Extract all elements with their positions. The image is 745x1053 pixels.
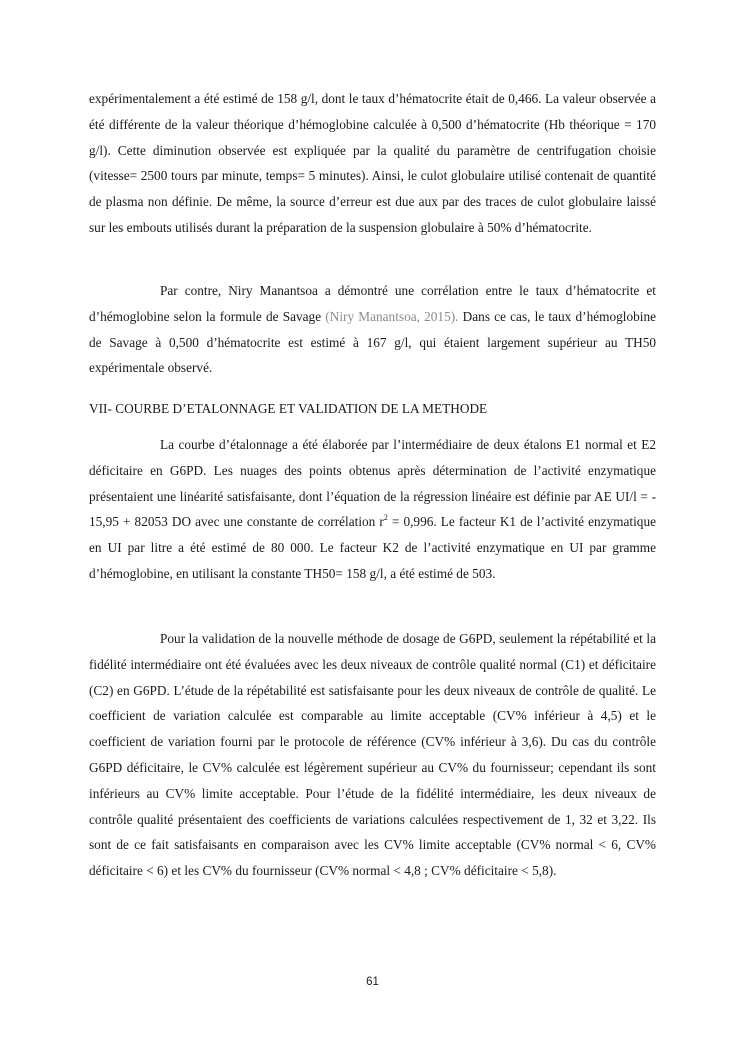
paragraph-centrifugation-discussion: expérimentalement a été estimé de 158 g/l, dont le taux d’hématocrite était de 0,466. La valeur observée a été différente de la valeur théorique d’hémoglobine calculée à 0,500 d’hématocrite (Hb théorique = 170 g/l). Cette diminution observée est expliquée par la qualité du paramètre de centrifugation choisie (vitesse= 2500 tours par minute, temps= 5 minutes). Ainsi, le culot globulaire utilisé contenait de quantité de plasma non définie. De même, la source d’erreur est due aux par des traces de culot globulaire laissé sur les embouts utilisés durant la préparation de la suspension globulaire à 50% d’hématocrite. (89, 91, 656, 235)
paragraph-2-text-end: Dans ce cas, le taux d’hémoglobine de Savage à 0,500 d’hématocrite est estimé à 167 g/l, qui étaient largement supérieur au TH50 expérimentale observé. (89, 308, 656, 376)
superscript-exponent: 2 (383, 513, 388, 523)
paragraph-3-text-start: La courbe d’étalonnage a été élaborée par l’intermédiaire de deux étalons E1 normal et E2 déficitaire en G6PD. Les nuages des points obtenus après détermination de l’activité enzymatique présentaient une linéarité satisfaisante, dont l’équation de la régression linéaire est définie par AE UI/l = - 15,95 + 82053 DO avec une constante de corrélation r (89, 437, 656, 530)
section-heading: VII- COURBE D’ETALONNAGE ET VALIDATION DE LA METHODE (89, 401, 488, 416)
paragraph-method-validation: Pour la validation de la nouvelle méthode de dosage de G6PD, seulement la répétabilité et la fidélité intermédiaire ont été évaluées avec les deux niveaux de contrôle qualité normal (C1) et déficitaire (C2) en G6PD. L’étude de la répétabilité est satisfaisante pour les deux niveaux de contrôle de qualité. Le coefficient de variation calculée est comparable au limite acceptable (CV% inférieur à 4,5) et le coefficient de variation fourni par le protocole de référence (CV% inférieur à 3,6). Du cas du contrôle G6PD déficitaire, le CV% calculée est légèrement supérieur au CV% du fournisseur; cependant ils sont inférieurs au CV% limite acceptable. Pour l’étude de la fidélité intermédiaire, les deux niveaux de contrôle qualité présentaient des coefficients de variations calculées respectivement de 1, 32 et 3,22. Ils sont de ce fait satisfaisants en comparaison avec les CV% limite acceptable (CV% normal < 6, CV% déficitaire < 6) et les CV% du fournisseur (CV% normal < 4,8 ; CV% déficitaire < 5,8). (89, 631, 656, 879)
paragraph-savage-correlation (89, 278, 656, 381)
citation: (Niry Manantsoa, 2015). (325, 308, 459, 324)
page-number: 61 (366, 976, 379, 988)
paragraph-calibration-curve (89, 432, 656, 587)
paragraph-2-text-start: Par contre, Niry Manantsoa a démontré une corrélation entre le taux d’hématocrite et d’hémoglobine selon la formule de Savage (89, 283, 656, 324)
paragraph-3-text-end: = 0,996. Le facteur K1 de l’activité enzymatique en UI par litre a été estimé de 80 000. Le facteur K2 de l’activité enzymatique en UI par gramme d’hémoglobine, en utilisant la constante TH50= 158 g/l, a été estimé de 503. (89, 514, 657, 581)
